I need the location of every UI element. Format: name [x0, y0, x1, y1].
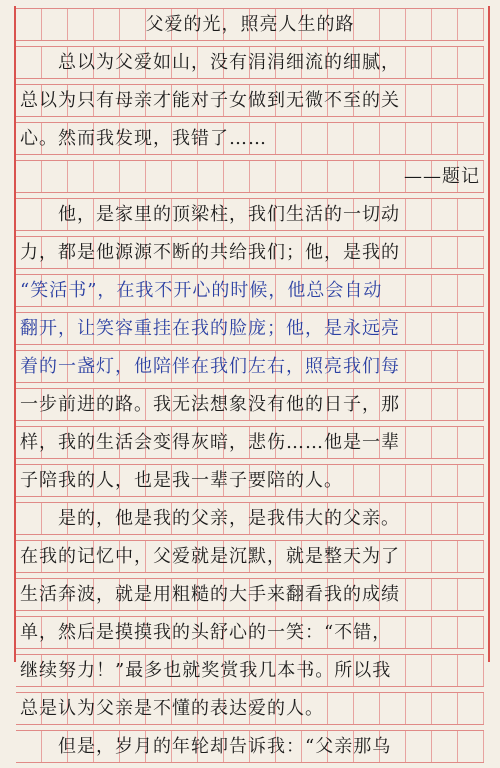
text-line: [16, 692, 484, 725]
text-line: [16, 122, 484, 155]
line-text: 着的一盏灯，他陪伴在我们左右，照亮我们每: [20, 356, 400, 377]
text-line: [16, 84, 484, 117]
line-text: 总是认为父亲是不懂的表达爱的人。: [20, 698, 324, 719]
text-line: [16, 426, 484, 459]
text-line: [16, 540, 484, 573]
text-line: [16, 236, 484, 269]
line-text: 力，都是他源源不断的共给我们；他，是我的: [20, 242, 400, 263]
line-text: “笑活书”，在我不开心的时候，他总会自动: [20, 280, 383, 301]
line-text: 他，是家里的顶梁柱，我们生活的一切动: [20, 204, 400, 225]
text-line: [16, 730, 484, 763]
text-line: [16, 46, 484, 79]
grid-paper: [16, 8, 484, 768]
text-line: [16, 654, 484, 687]
line-text: 总以为只有母亲才能对子女做到无微不至的关: [20, 90, 400, 111]
text-line: [16, 578, 484, 611]
line-text: 总以为父爱如山，没有涓涓细流的细腻，: [20, 52, 400, 73]
text-line: [16, 160, 484, 193]
text-line: [16, 502, 484, 535]
line-text: 翻开，让笑容重挂在我的脸庞；他，是永远亮: [20, 318, 400, 339]
line-text: 继续努力！”最多也就奖赏我几本书。所以我: [20, 660, 392, 681]
text-line: [16, 464, 484, 497]
line-text: 子陪我的人，也是我一辈子要陪的人。: [20, 470, 343, 491]
text-line: [16, 312, 484, 345]
essay-title: 父爱的光，照亮人生的路: [145, 14, 355, 35]
line-text: 在我的记忆中，父爱就是沉默，就是整天为了: [20, 546, 400, 567]
title-line: [16, 8, 484, 41]
text-line: [16, 616, 484, 649]
line-text: 是的，他是我的父亲，是我伟大的父亲。: [20, 508, 400, 529]
line-text: 一步前进的路。我无法想象没有他的日子，那: [20, 394, 400, 415]
text-line: [16, 274, 484, 307]
text-line: [16, 350, 484, 383]
text-line: [16, 198, 484, 231]
line-text: 生活奔波，就是用粗糙的大手来翻看我的成绩: [20, 584, 400, 605]
epigraph-label: ——题记: [404, 166, 480, 187]
line-text: 单，然后是摸摸我的头舒心的一笑：“不错，: [20, 622, 392, 643]
line-text: 样，我的生活会变得灰暗，悲伤……他是一辈: [20, 432, 400, 453]
line-text: 心。然而我发现，我错了……: [20, 128, 267, 149]
text-line: [16, 388, 484, 421]
line-text: 但是，岁月的年轮却告诉我：“父亲那乌: [20, 736, 392, 757]
